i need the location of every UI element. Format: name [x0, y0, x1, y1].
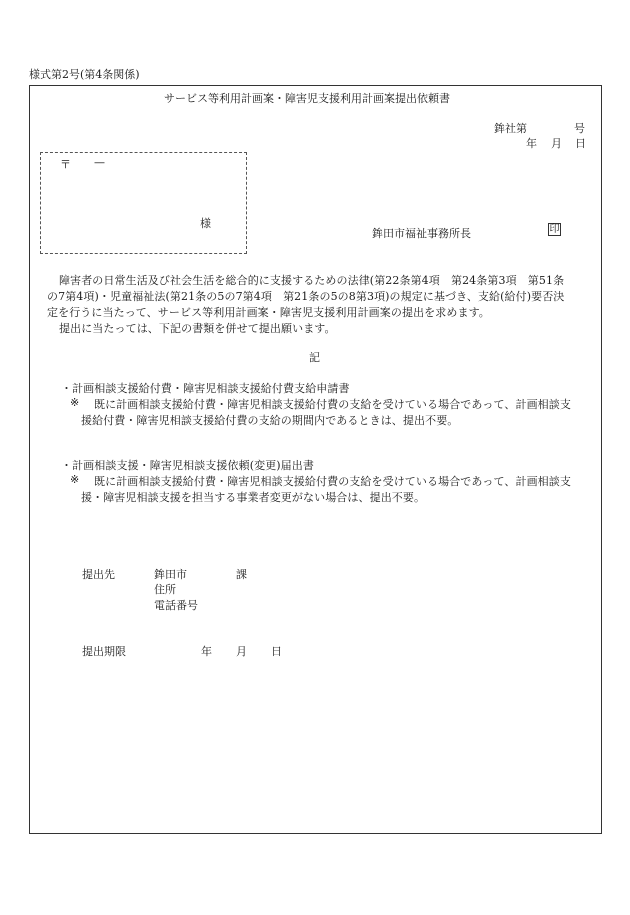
- submit-city: 鉾田市: [154, 568, 187, 581]
- deadline-year: 年: [201, 645, 212, 658]
- item-2-title: ・計画相談支援・障害児相談支援依頼(変更)届出書: [61, 459, 314, 472]
- date-month: 月: [551, 137, 562, 150]
- item-1-note-line-2: 援給付費・障害児相談支援給付費の支給の期間内であるときは、提出不要。: [81, 414, 459, 427]
- submit-address-label: 住所: [154, 583, 176, 596]
- item-1-note-mark: ※: [70, 396, 80, 409]
- form-label: 様式第2号(第4条関係): [29, 68, 140, 81]
- item-1-note-line-1: 既に計画相談支援給付費・障害児相談支援給付費の支給を受けている場合であって、計画相談支: [94, 398, 571, 411]
- postal-dash: —: [94, 156, 105, 169]
- doc-number-prefix: 鉾社第: [494, 122, 527, 135]
- date-day: 日: [575, 137, 586, 150]
- honorific: 様: [200, 217, 211, 230]
- item-2-note-line-2: 援・障害児相談支援を担当する事業者変更がない場合は、提出不要。: [81, 491, 426, 504]
- address-box: [40, 152, 247, 254]
- seal-mark: 印: [549, 224, 560, 235]
- doc-number-suffix: 号: [574, 122, 585, 135]
- item-1-title: ・計画相談支援給付費・障害児相談支援給付費支給申請書: [61, 382, 350, 395]
- deadline-month: 月: [236, 645, 247, 658]
- postal-mark: 〒: [60, 158, 71, 171]
- item-2-note-mark: ※: [70, 473, 80, 486]
- paragraph-1-line-2: の7第4項)・児童福祉法(第21条の5の7第4項 第21条の5の8第3項)の規定に基づき、支給(給付)要否決: [47, 290, 565, 303]
- item-2-note-line-1: 既に計画相談支援給付費・障害児相談支援給付費の支給を受けている場合であって、計画相談支: [94, 475, 571, 488]
- document-title: サービス等利用計画案・障害児支援利用計画案提出依頼書: [164, 92, 450, 105]
- issuer-name: 鉾田市福祉事務所長: [372, 227, 471, 240]
- ki-heading: 記: [309, 351, 320, 364]
- submit-section: 課: [236, 568, 247, 581]
- deadline-day: 日: [271, 645, 282, 658]
- deadline-label: 提出期限: [82, 645, 126, 658]
- submit-phone-label: 電話番号: [154, 599, 198, 612]
- paragraph-2: 提出に当たっては、下記の書類を併せて提出願います。: [59, 322, 336, 335]
- date-year: 年: [526, 137, 537, 150]
- submit-label: 提出先: [82, 568, 115, 581]
- paragraph-1-line-1: 障害者の日常生活及び社会生活を総合的に支援するための法律(第22条第4項 第24条第3項 第51条: [59, 274, 565, 287]
- paragraph-1-line-3: 定を行うに当たって、サービス等利用計画案・障害児支援利用計画案の提出を求めます。: [47, 306, 490, 319]
